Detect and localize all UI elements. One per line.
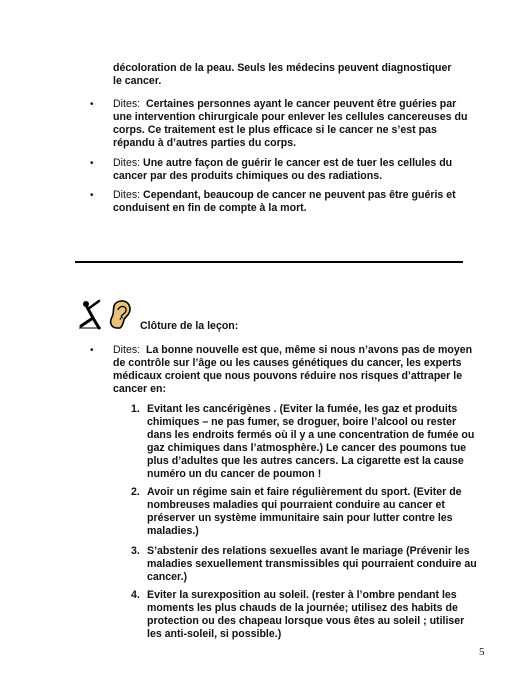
bullet-label: Dites: (113, 344, 141, 356)
bullet-paragraph-1 (113, 98, 478, 150)
section-divider (75, 261, 463, 263)
list-item-3: S’abstenir des relations sexuelles avant le mariage (Prévenir les maladies sexuellement transmissibles qui pourraient conduire au cancer.) (147, 545, 477, 583)
bullet-marker: • (90, 190, 94, 201)
list-number: 2. (131, 486, 140, 498)
bullet-label: Dites: (113, 189, 141, 201)
list-item-1: Evitant les cancérigènes . (Eviter la fumée, les gaz et produits chimiques – ne pas fumer, se droguer, boire l’alcool ou rester dans les endroits fermés où il y a une concentration de fumée ou gaz chimiques dans l’atmosphère.) Le cancer des poumons tue plus d’adultes que les autres cancers. La cigarette est la cause numéro un du cancer de poumon ! (147, 403, 475, 480)
ear-icon (111, 301, 130, 328)
section-icons (77, 298, 135, 332)
list-number: 4. (131, 589, 140, 601)
intro-continuation: décoloration de la peau. Seuls les médecins peuvent diagnostiquer le cancer. (113, 62, 452, 87)
bullet-marker: • (90, 99, 94, 110)
bullet-text: La bonne nouvelle est que, même si nous n’avons pas de moyen de contrôle sur l’âge ou les causes génétiques du cancer, les experts médicaux croient que nous pouvons réduire nos risques d’attraper le cancer en: (113, 344, 473, 395)
section-heading: Clôture de la leçon: (140, 320, 239, 332)
bullet-paragraph-3 (113, 189, 478, 215)
bullet-paragraph-2 (113, 157, 478, 183)
bullet-marker: • (90, 345, 94, 356)
bullet-text: Une autre façon de guérir le cancer est de tuer les cellules du cancer par des produits chimiques ou des radiations. (113, 157, 453, 182)
list-item-2: Avoir un régime sain et faire régulièrement du sport. (Eviter de nombreuses maladies qui pourraient conduire au cancer et préserver un système immunitaire sain pour lutter contre les maladies.) (147, 486, 462, 537)
bullet-text: Certaines personnes ayant le cancer peuvent être guéries par une intervention chirurgicale pour enlever les cellules cancereuses du corps. Ce traitement est le plus efficace si le cancer ne s’est pas répandu à d’autres parties du corps. (113, 98, 468, 149)
list-number: 1. (131, 403, 140, 415)
bullet-label: Dites: (113, 157, 141, 169)
list-number: 3. (131, 545, 140, 557)
closing-paragraph (113, 344, 478, 396)
stretching-person-icon (77, 298, 135, 332)
list-item-4: Eviter la surexposition au soleil. (rester à l’ombre pendant les moments les plus chauds de la journée; utilisez des habits de protection ou des chapeau lorsque vous êtes au soleil ; utiliser les anti-soleil, si possible.) (147, 589, 465, 640)
page-number: 5 (479, 646, 485, 658)
bullet-label: Dites: (113, 98, 141, 110)
bullet-marker: • (90, 158, 94, 169)
bullet-text: Cependant, beaucoup de cancer ne peuvent pas être guéris et conduisent en fin de compte à la mort. (113, 189, 456, 214)
